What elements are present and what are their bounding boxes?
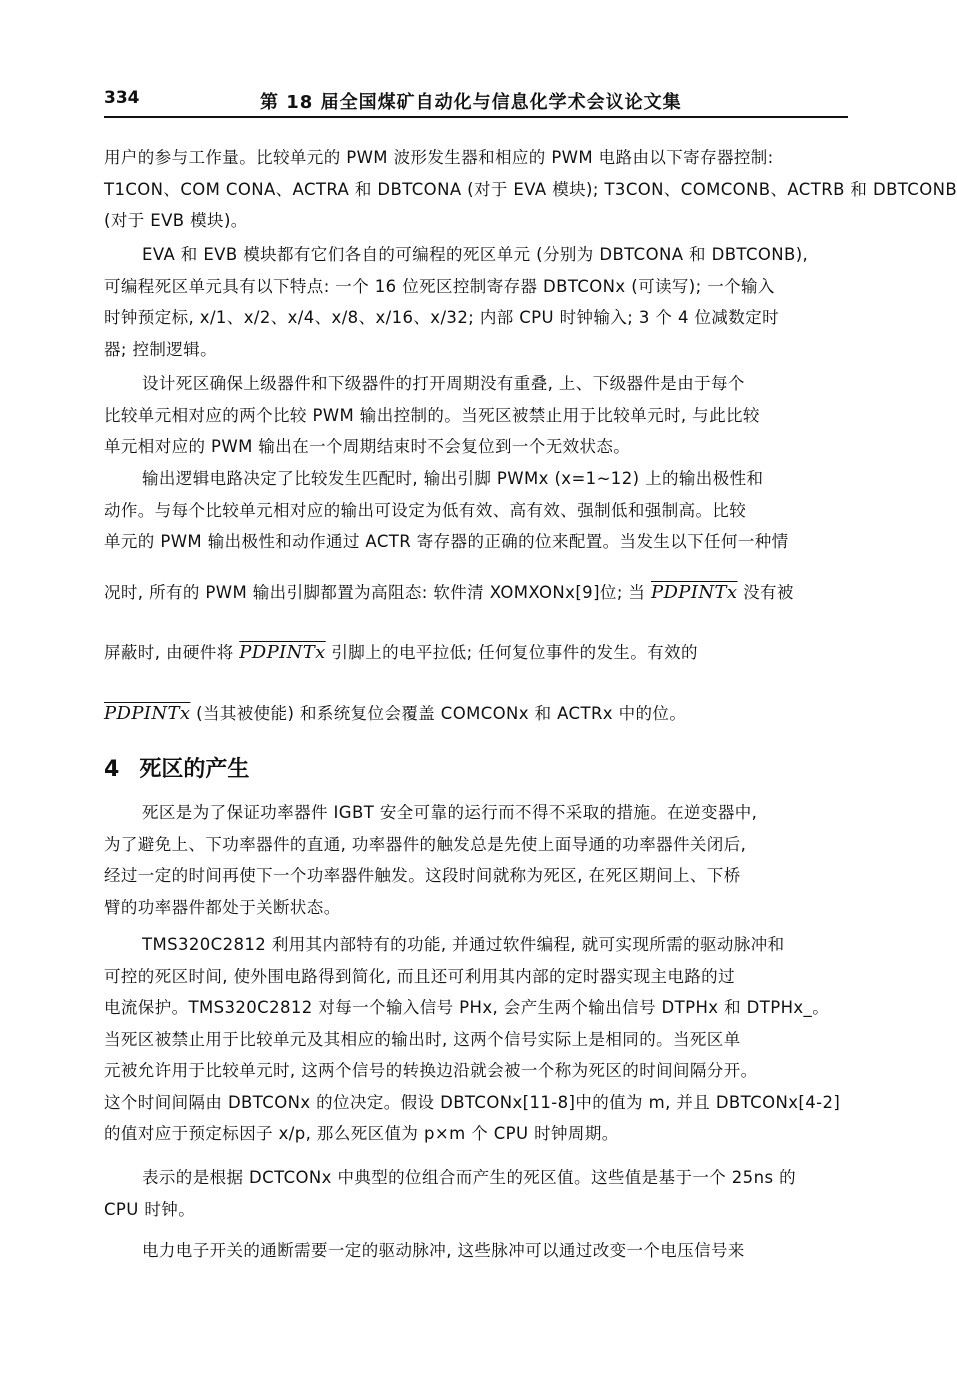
text-line: 经过一定的时间再使下一个功率器件触发。这段时间就称为死区, 在死区期间上、下桥 <box>104 866 741 885</box>
text-line: 死区是为了保证功率器件 IGBT 安全可靠的运行而不得不采取的措施。在逆变器中, <box>142 803 758 822</box>
paragraph-deadband-unit <box>104 239 848 365</box>
paragraph-output-logic <box>104 463 848 558</box>
text-line: 当死区被禁止用于比较单元及其相应的输出时, 这两个信号实际上是相同的。当死区单 <box>104 1029 741 1049</box>
text-line: 电力电子开关的通断需要一定的驱动脉冲, 这些脉冲可以通过改变一个电压信号来 <box>142 1241 745 1260</box>
running-header <box>104 86 848 118</box>
text-line-pdpint-2 <box>104 637 848 669</box>
text-line: EVA 和 EVB 模块都有它们各自的可编程的死区单元 (分别为 DBTCONA 和 DBTCONB), <box>142 245 809 264</box>
text-fragment: 屏蔽时, 由硬件将 <box>104 643 240 662</box>
pdpint-signal: PDPINTx <box>650 582 738 603</box>
text-fragment: 况时, 所有的 PWM 输出引脚都置为高阻态: 软件清 XOMXONx[9]位; 当 <box>104 583 651 602</box>
text-line: 时钟预定标, x/1、x/2、x/4、x/8、x/16、x/32; 内部 CPU 时钟输入; 3 个 4 位减数定时 <box>104 308 779 327</box>
text-fragment: 没有被 <box>737 583 794 602</box>
text-line: CPU 时钟。 <box>104 1199 196 1219</box>
text-line: 这个时间间隔由 DBTCONx 的位决定。假设 DBTCONx[11-8]中的值为 m, 并且 DBTCONx[4-2] <box>104 1092 841 1112</box>
paragraph-deadband-design <box>104 368 848 463</box>
pdpint-signal: PDPINTx <box>239 642 326 663</box>
text-line: 电流保护。TMS320C2812 对每一个输入信号 PHx, 会产生两个输出信号 DTPHx 和 DTPHx_。 <box>104 998 830 1017</box>
text-line: 臂的功率器件都处于关断状态。 <box>104 897 341 917</box>
text-line: TMS320C2812 利用其内部特有的功能, 并通过软件编程, 就可实现所需的驱动脉冲和 <box>142 935 785 954</box>
text-line: 比较单元相对应的两个比较 PWM 输出控制的。当死区被禁止用于比较单元时, 与此比较 <box>104 405 760 425</box>
page-number: 334 <box>104 88 140 108</box>
text-line: 单元相对应的 PWM 输出在一个周期结束时不会复位到一个无效状态。 <box>104 437 631 456</box>
paragraph-deadband-definition <box>104 797 848 923</box>
text-line-pdpint-1 <box>104 577 848 609</box>
text-fragment: (当其被使能) 和系统复位会覆盖 COMCONx 和 ACTRx 中的位。 <box>190 704 687 723</box>
text-fragment: 引脚上的电平拉低; 任何复位事件的发生。有效的 <box>325 643 698 662</box>
text-line: (对于 EVB 模块)。 <box>104 211 248 230</box>
section-title: 死区的产生 <box>139 757 250 782</box>
text-line: 器; 控制逻辑。 <box>104 339 218 359</box>
text-line: 可编程死区单元具有以下特点: 一个 16 位死区控制寄存器 DBTCONx (可读写); 一个输入 <box>104 276 775 296</box>
text-line: 可控的死区时间, 使外围电路得到简化, 而且还可利用其内部的定时器实现主电路的过 <box>104 966 735 986</box>
text-line: 单元的 PWM 输出极性和动作通过 ACTR 寄存器的正确的位来配置。当发生以下任何一种情 <box>104 532 789 551</box>
text-line: 动作。与每个比较单元相对应的输出可设定为低有效、高有效、强制低和强制高。比较 <box>104 500 747 520</box>
text-line: 的值对应于预定标因子 x/p, 那么死区值为 p×m 个 CPU 时钟周期。 <box>104 1124 619 1143</box>
text-line: 设计死区确保上级器件和下级器件的打开周期没有重叠, 上、下级器件是由于每个 <box>142 374 745 393</box>
text-line: 为了避免上、下功率器件的直通, 功率器件的触发总是先使上面导通的功率器件关闭后, <box>104 834 747 854</box>
paragraph-drive-pulse <box>104 1235 848 1267</box>
text-line: 用户的参与工作量。比较单元的 PWM 波形发生器和相应的 PWM 电路由以下寄存器控制: <box>104 148 774 167</box>
text-line: 元被允许用于比较单元时, 这两个信号的转换边沿就会被一个称为死区的时间间隔分开。 <box>104 1061 758 1080</box>
pdpint-signal: PDPINTx <box>104 703 191 724</box>
section-number: 4 <box>104 757 120 782</box>
text-line-pdpint-3 <box>104 698 848 730</box>
paragraph-tms320 <box>104 929 848 1150</box>
section-heading <box>104 752 249 783</box>
paragraph-deadband-values <box>104 1162 848 1225</box>
text-line: T1CON、COM CONA、ACTRA 和 DBTCONA (对于 EVA 模块); T3CON、COMCONB、ACTRB 和 DBTCONB <box>104 179 957 199</box>
text-line: 输出逻辑电路决定了比较发生匹配时, 输出引脚 PWMx (x=1~12) 上的输出极性和 <box>142 469 764 488</box>
running-title: 第 18 届全国煤矿自动化与信息化学术会议论文集 <box>260 92 682 113</box>
paragraph-registers <box>104 142 957 237</box>
text-line: 表示的是根据 DCTCONx 中典型的位组合而产生的死区值。这些值是基于一个 25ns 的 <box>142 1168 796 1187</box>
